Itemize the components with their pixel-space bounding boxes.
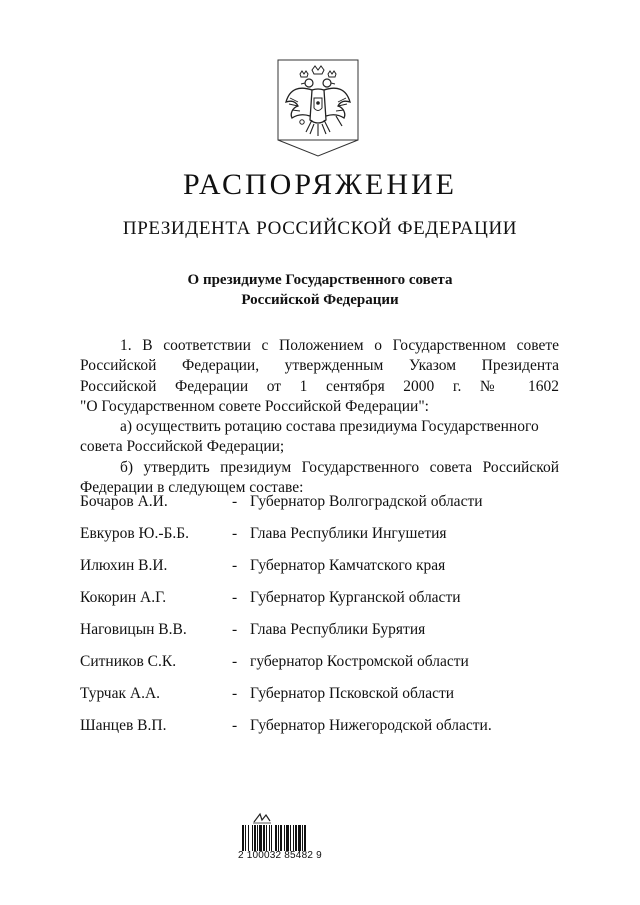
member-name: Илюхин В.И. [80,557,168,574]
barcode-icon [240,825,336,851]
member-name: Бочаров А.И. [80,493,168,510]
member-role: Губернатор Камчатского края [250,557,446,574]
body-line: б) утвердить президиум Государственного совета Российской [120,458,559,476]
member-role: Губернатор Нижегородской области. [250,717,492,734]
barcode-number: 2 100032 85482 9 [238,850,322,861]
member-name: Кокорин А.Г. [80,589,167,606]
body-line: Федерации в следующем составе: [80,479,304,497]
document-body [80,336,559,498]
member-dash: - [232,653,238,670]
member-dash: - [232,525,238,542]
member-name: Евкуров Ю.-Б.Б. [80,525,190,542]
member-list [80,493,560,749]
member-row [80,557,560,589]
member-role: Губернатор Курганской области [250,589,461,606]
member-row [80,653,560,685]
member-role: Губернатор Волгоградской области [250,493,483,510]
member-name: Ситников С.К. [80,653,177,670]
member-name: Турчак А.А. [80,685,161,702]
body-line: Российской Федерации, утвержденным Указом Президента [80,357,559,375]
body-line: 1. В соответствии с Положением о Государственном совете [120,337,559,354]
body-line: Российской Федерации от 1 сентября 2000 г. № 1602 [80,377,559,395]
member-role: Глава Республики Бурятия [250,621,426,638]
body-line: совета Российской Федерации; [80,438,285,456]
barcode [240,812,340,864]
document-title [0,270,640,310]
document-subheading: ПРЕЗИДЕНТА РОССИЙСКОЙ ФЕДЕРАЦИИ [122,218,518,239]
title-line: Российской Федерации [241,292,399,308]
member-name: Наговицын В.В. [80,621,187,638]
coat-of-arms-icon [276,58,360,158]
member-row [80,685,560,717]
body-line: "О Государственном совете Российской Федерации": [80,397,429,415]
document-heading: РАСПОРЯЖЕНИЕ [182,168,458,201]
body-line: а) осуществить ротацию состава президиума Государственного [120,418,539,436]
member-row [80,621,560,653]
member-role: губернатор Костромской области [250,653,469,670]
member-dash: - [232,717,238,734]
signature-mark-icon [252,812,272,824]
member-row [80,525,560,557]
member-name: Шанцев В.П. [80,717,167,734]
title-line: О президиуме Государственного совета [187,272,453,288]
member-row [80,493,560,525]
member-dash: - [232,621,238,638]
member-dash: - [232,557,238,574]
member-row [80,717,560,749]
member-role: Глава Республики Ингушетия [250,525,447,542]
member-role: Губернатор Псковской области [250,685,455,702]
member-dash: - [232,589,238,606]
member-row [80,589,560,621]
member-dash: - [232,493,238,510]
member-dash: - [232,685,238,702]
